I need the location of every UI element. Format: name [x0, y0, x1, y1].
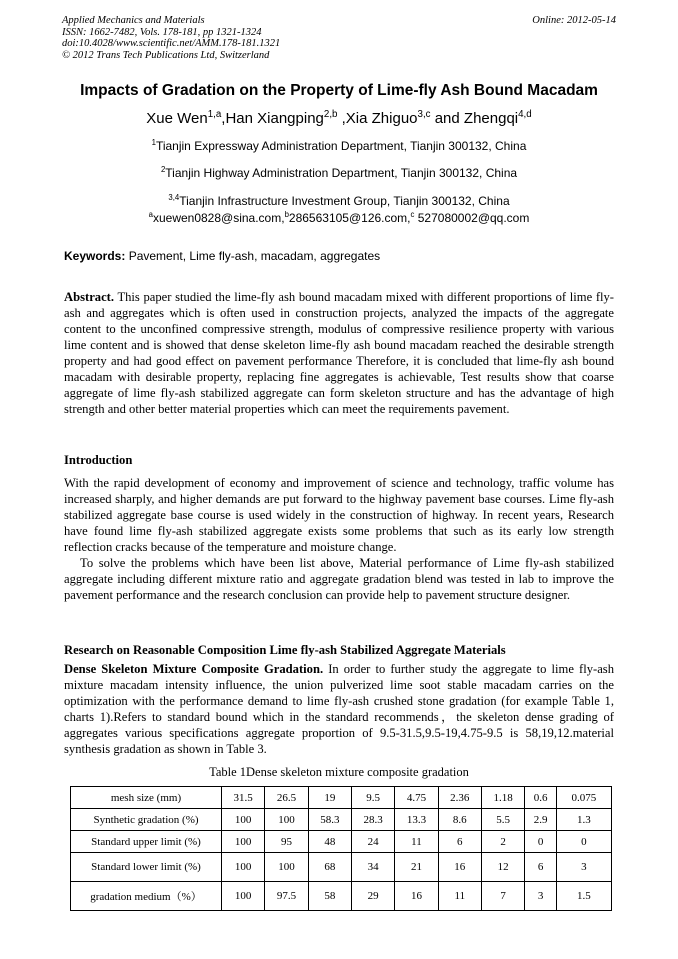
- author-name: Han Xiangping: [225, 110, 324, 127]
- email-sup: a: [148, 210, 153, 219]
- table-row-label: gradation medium（%）: [71, 882, 222, 911]
- keywords-text: Pavement, Lime fly-ash, macadam, aggregates: [125, 249, 381, 263]
- table-row-label: Synthetic gradation (%): [71, 809, 222, 831]
- author-name: Xia Zhiguo: [345, 110, 418, 127]
- table-cell: 100: [265, 853, 308, 882]
- table-cell: 11: [438, 882, 481, 911]
- research-body: [64, 661, 614, 757]
- table-cell: 0.075: [556, 787, 611, 809]
- affiliation-2: [0, 166, 678, 180]
- abstract-label: Abstract.: [64, 290, 115, 304]
- abstract: [64, 289, 614, 417]
- table-cell: 100: [222, 809, 265, 831]
- table-cell: 48: [308, 831, 351, 853]
- email-sup: b: [284, 210, 289, 219]
- research-text: In order to further study the aggregate to lime fly-ash mixture macadam intensity influence, the union pulverized lime soot stable macadam carries on the optimization with the performance demand to lime fly-ash crushed stone gradation (for example Table 1, charts 1).Refers to standard bound which in the standard recommends，the skeleton dense grading of aggregates various specifications aggregate proportion of 9.5-31.5,9.5-19,4.75-9.5 is 58,19,12.material synthesis gradation as shown in Table 3.: [64, 662, 614, 756]
- email-text: 527080002@qq.com: [414, 211, 530, 225]
- research-subheading: Dense Skeleton Mixture Composite Gradation.: [64, 662, 324, 676]
- table-row: [71, 853, 612, 882]
- email-text: xuewen0828@sina.com,: [152, 211, 285, 225]
- table-cell: 24: [351, 831, 394, 853]
- abstract-text: This paper studied the lime-fly ash bound macadam mixed with different proportions of lime fly-ash and aggregates which is often used in construction projects, analyzed the impacts of the aggregate content to the unconfined compressive strength, modulus of compressive resilience property with various lime content and is showed that dense skeleton lime-fly ash bound macadam reached the desirable strength property and had good effect on pavement performance Therefore, it is concluded that lime-fly ash bound macadam with desirable property, replacing fine aggregates is achievable, Test results show that coarse aggregate of lime fly-ash stabilized aggregate can form skeleton structure and has the advantage of high strength and other better material properties which can meet the requirements pavement.: [64, 290, 614, 416]
- table-caption: Table 1Dense skeleton mixture composite gradation: [209, 765, 469, 779]
- copyright-line: © 2012 Trans Tech Publications Ltd, Switzerland: [62, 49, 270, 61]
- doi-line: doi:10.4028/www.scientific.net/AMM.178-181.1321: [62, 38, 281, 49]
- table-cell: 16: [395, 882, 438, 911]
- table-row-label: Standard upper limit (%): [71, 831, 222, 853]
- affiliation-1: [0, 139, 678, 153]
- table-cell: 3: [556, 853, 611, 882]
- affiliation-sup: 1: [151, 138, 156, 147]
- author-name: Zhengqi: [463, 110, 519, 127]
- table-cell: 28.3: [351, 809, 394, 831]
- author-name: Xue Wen: [146, 110, 208, 127]
- gradation-table: [70, 786, 612, 911]
- table-cell: 9.5: [351, 787, 394, 809]
- table-cell: 1.5: [556, 882, 611, 911]
- author-sup: 3,c: [417, 109, 431, 120]
- author-sup: 2,b: [323, 109, 338, 120]
- affiliation-text: Tianjin Infrastructure Investment Group, Tianjin 300132, China: [179, 194, 510, 208]
- table-cell: 7: [481, 882, 524, 911]
- table-cell: 58.3: [308, 809, 351, 831]
- table-cell: 13.3: [395, 809, 438, 831]
- author-sup: 4,d: [518, 109, 532, 120]
- online-date: Online: 2012-05-14: [532, 15, 616, 26]
- table-cell: 100: [222, 882, 265, 911]
- author-line: Xue Wen$^{1,a}$,Han Xiangping$^{2,b}$ ,Xia Zhiguo$^{3,c}$ and Zhengqi$^{4,d}$: [146, 109, 532, 127]
- table-cell: 5.5: [481, 809, 524, 831]
- table-cell: 31.5: [222, 787, 265, 809]
- table-cell: 100: [265, 809, 308, 831]
- author-sup: 1,a: [207, 109, 222, 120]
- table-cell: 11: [395, 831, 438, 853]
- table-cell: 8.6: [438, 809, 481, 831]
- table-cell: 1.3: [556, 809, 611, 831]
- table-row: [71, 809, 612, 831]
- table-cell: 2: [481, 831, 524, 853]
- journal-header: [62, 15, 616, 61]
- table-row: [71, 787, 612, 809]
- keywords-label: Keywords:: [64, 249, 126, 263]
- affiliation-sup: 2: [160, 165, 166, 174]
- table-cell: 97.5: [265, 882, 308, 911]
- table-cell: 58: [308, 882, 351, 911]
- table-row-label: mesh size (mm): [71, 787, 222, 809]
- table-cell: 26.5: [265, 787, 308, 809]
- table-cell: 4.75: [395, 787, 438, 809]
- affiliation-sup: 3,4: [168, 193, 180, 202]
- table-row-label: Standard lower limit (%): [71, 853, 222, 882]
- table-cell: 29: [351, 882, 394, 911]
- table-cell: 19: [308, 787, 351, 809]
- affiliation-3: [0, 194, 678, 208]
- table-cell: 21: [395, 853, 438, 882]
- table-cell: 3: [525, 882, 557, 911]
- table-cell: 100: [222, 831, 265, 853]
- keywords: [64, 249, 614, 263]
- table-row: [71, 831, 612, 853]
- introduction-heading: Introduction: [64, 453, 133, 467]
- table-row: [71, 882, 612, 911]
- table-cell: 1.18: [481, 787, 524, 809]
- table-cell: 0: [525, 831, 557, 853]
- intro-paragraph-2: To solve the problems which have been list above, Material performance of Lime fly-ash stabilized aggregate including different mixture ratio and aggregate gradation blend was tested in lab to improve the pavement performance and the research conclusion can provide help to pavement structure designer.: [64, 556, 614, 602]
- table-cell: 2.9: [525, 809, 557, 831]
- table-cell: 16: [438, 853, 481, 882]
- research-heading: Research on Reasonable Composition Lime fly-ash Stabilized Aggregate Materials: [64, 643, 506, 657]
- email-line: [0, 211, 678, 225]
- table-cell: 0: [556, 831, 611, 853]
- table-cell: 34: [351, 853, 394, 882]
- table-cell: 68: [308, 853, 351, 882]
- table-cell: 2.36: [438, 787, 481, 809]
- issn-line: ISSN: 1662-7482, Vols. 178-181, pp 1321-1324: [62, 26, 262, 38]
- table-cell: 95: [265, 831, 308, 853]
- affiliation-text: Tianjin Expressway Administration Department, Tianjin 300132, China: [155, 139, 527, 153]
- email-text: 286563105@126.com,: [288, 211, 411, 225]
- table-cell: 6: [525, 853, 557, 882]
- email-sup: c: [410, 210, 415, 219]
- table-cell: 12: [481, 853, 524, 882]
- table-cell: 100: [222, 853, 265, 882]
- affiliation-text: Tianjin Highway Administration Department, Tianjin 300132, China: [165, 166, 518, 180]
- table-cell: 0.6: [525, 787, 557, 809]
- introduction-body: [64, 475, 614, 603]
- journal-name: Applied Mechanics and Materials: [62, 15, 205, 26]
- table-cell: 6: [438, 831, 481, 853]
- intro-paragraph-1: With the rapid development of economy and improvement of science and technology, traffic volume has increased sharply, and higher demands are put forward to the highway pavement base courses. Lime fly-ash stabilized aggregate base course is used widely in the construction of highway. In recent years, Research have found lime fly-ash stabilized aggregate exists some problems that such as its early low strength reflection cracks because of the temperature and moisture change.: [64, 476, 614, 554]
- paper-title: Impacts of Gradation on the Property of Lime-fly Ash Bound Macadam: [80, 82, 598, 99]
